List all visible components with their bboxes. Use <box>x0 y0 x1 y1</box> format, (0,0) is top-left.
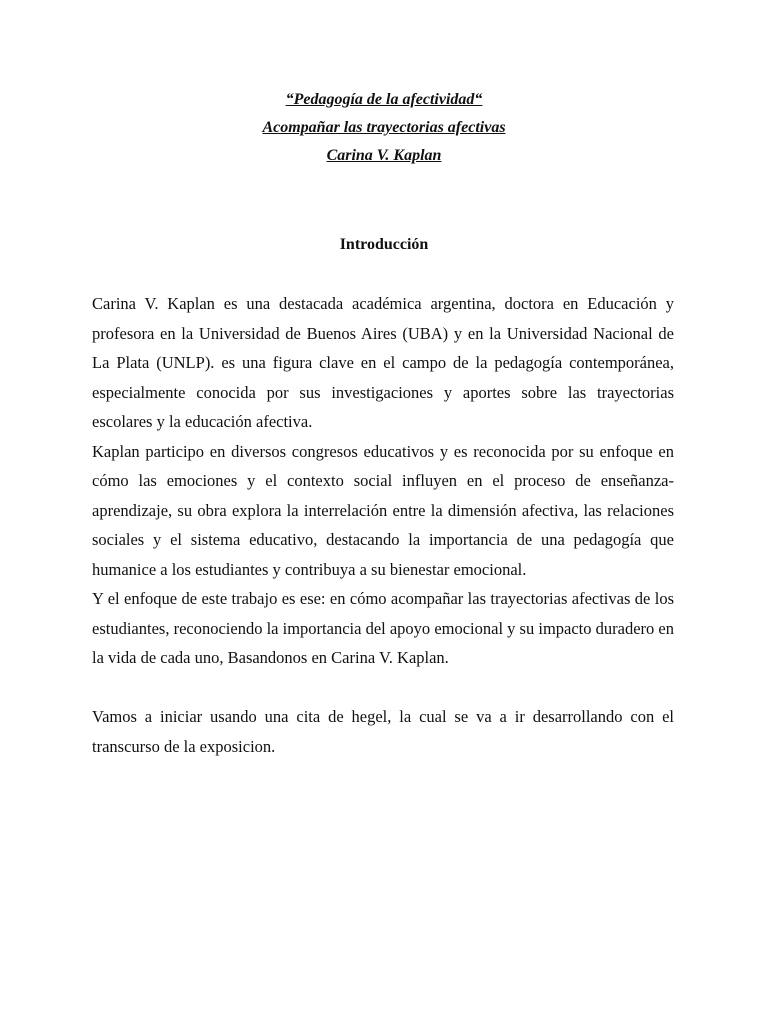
paragraph: Vamos a iniciar usando una cita de hegel, la cual se va a ir desarrollando con el transcurso de la exposicion. <box>92 707 674 756</box>
document-body <box>92 289 674 761</box>
document-title: “Pedagogía de la afectividad“ <box>285 91 483 108</box>
paragraph: Y el enfoque de este trabajo es ese: en cómo acompañar las trayectorias afectivas de los estudiantes, reconociendo la importancia del apoyo emocional y su impacto duradero en la vida de cada uno, Basandonos en Carina V. Kaplan. <box>92 589 674 667</box>
document-subtitle: Acompañar las trayectorias afectivas <box>262 119 506 136</box>
title-block <box>0 86 768 170</box>
section-heading: Introducción <box>339 236 429 253</box>
document-author: Carina V. Kaplan <box>326 147 442 164</box>
paragraph: Kaplan participo en diversos congresos educativos y es reconocida por su enfoque en cómo las emociones y el contexto social influyen en el proceso de enseñanza-aprendizaje, su obra explora la interrelación entre la dimensión afectiva, las relaciones sociales y el sistema educativo, destacando la importancia de una pedagogía que humanice a los estudiantes y contribuya a su bienestar emocional. <box>92 441 674 579</box>
paragraph: Carina V. Kaplan es una destacada académica argentina, doctora en Educación y profesora en la Universidad de Buenos Aires (UBA) y en la Universidad Nacional de La Plata (UNLP). es una figura clave en el campo de la pedagogía contemporánea, especialmente conocida por sus investigaciones y aportes sobre las trayectorias escolares y la educación afectiva. <box>92 294 674 431</box>
